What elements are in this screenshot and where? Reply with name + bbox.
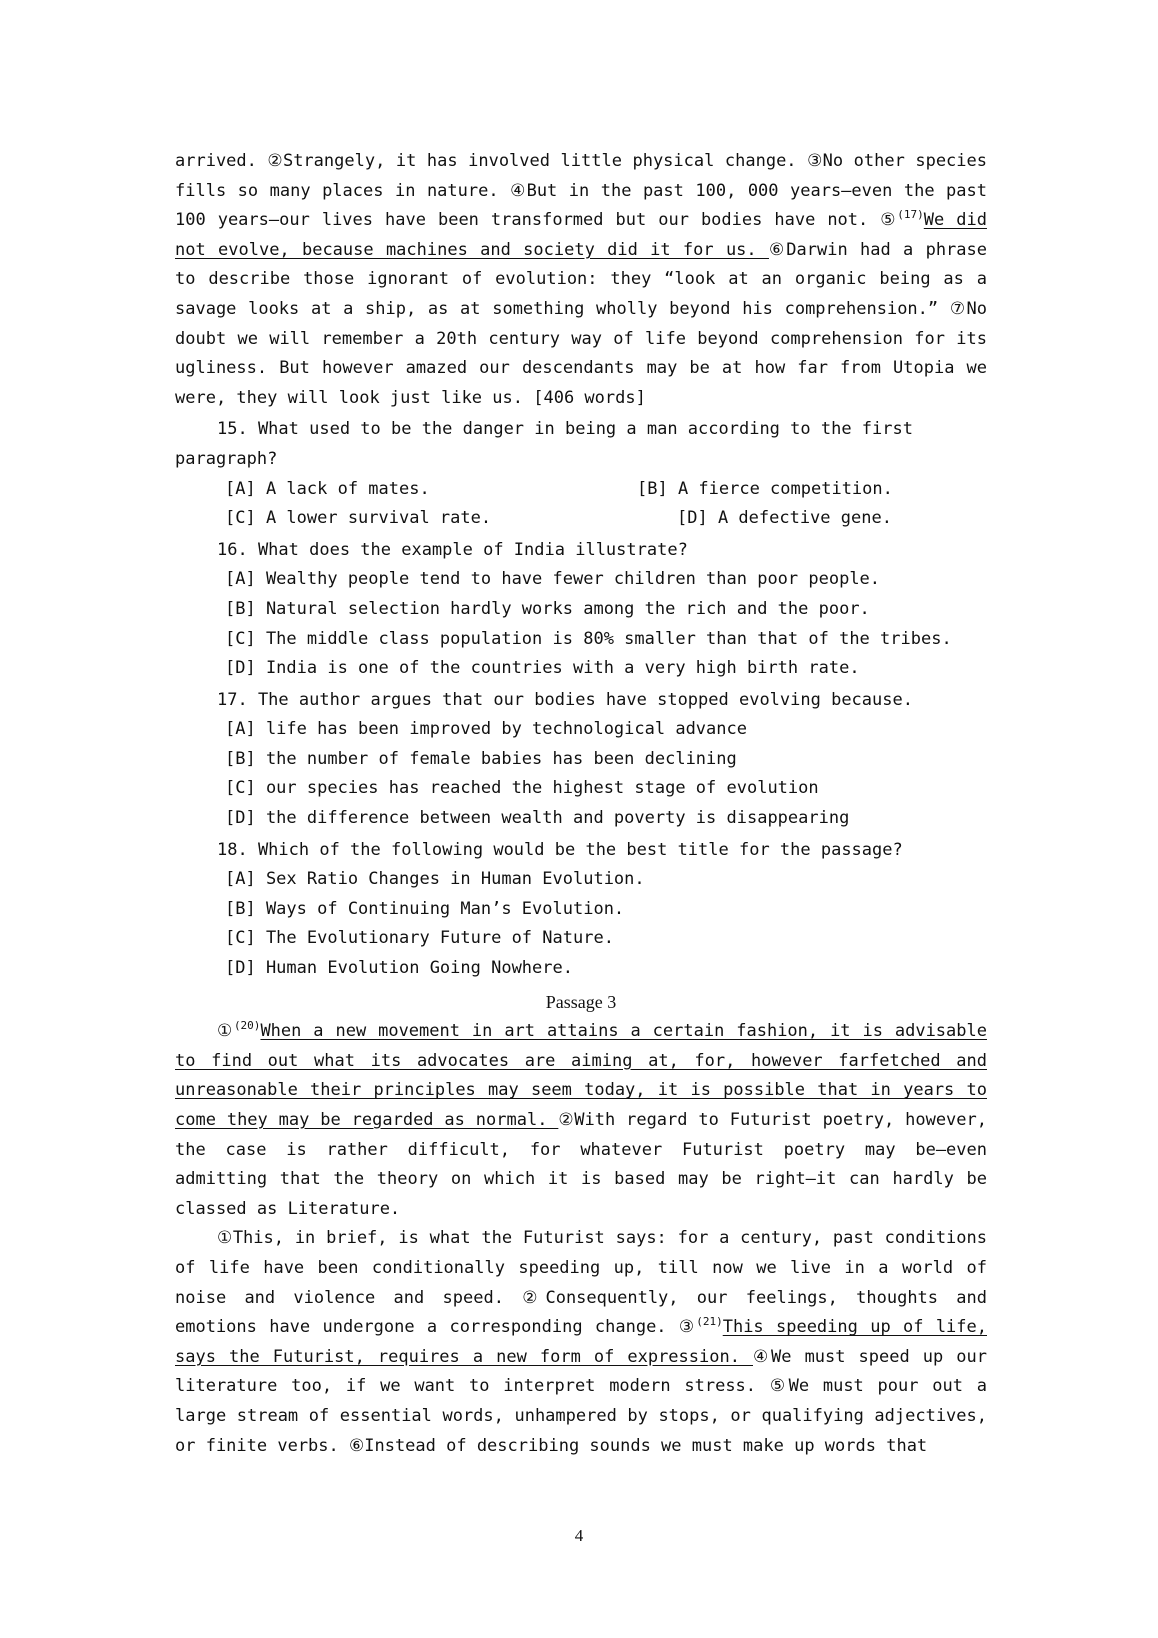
passage2-closing-paragraph [175,147,987,413]
sentence-7: ⑦No doubt we will remember a 20th century way of life beyond comprehension for its ugliness. But however amazed our descendants may be at how far from Utopia we were, they will look just like us. [175,298,987,408]
p1-sentence-1-number: ① [217,1021,234,1042]
passage3-paragraph-2 [175,1224,987,1461]
question-16-option-b: [B] Natural selection hardly works among the rich and the poor. [225,598,870,619]
question-15-options-row-1 [175,475,987,505]
question-15-stem: 15. What used to be the danger in being a man according to the first paragraph? [175,419,913,469]
question-18-stem: 18. Which of the following would be the best title for the passage? [217,839,903,860]
question-15-options-row-2 [175,504,987,534]
question-17-option-a: [A] life has been improved by technological advance [225,719,747,740]
question-17-option-b: [B] the number of female babies has been declining [225,748,737,769]
underlined-sentence-20: When a new movement in art attains a certain fashion, it is advisable to find out what its advocates are aiming at, for, however farfetched and unreasonable their principles may seem today, it is possible that in years to come they may be regarded as normal. [175,1021,987,1130]
p2-sentence-3-number: ③ [678,1317,697,1338]
question-15-option-d: [D] A defective gene. [677,508,892,529]
question-16-option-c: [C] The middle class population is 80% smaller than that of the tribes. [225,628,952,649]
question-15-option-c: [C] A lower survival rate. [225,508,492,529]
question-17-option-d: [D] the difference between wealth and poverty is disappearing [225,808,850,829]
reference-mark-17: (17) [897,208,924,222]
p2-sentence-4: ④We must speed up our literature too, if we want to interpret modern stress. [175,1346,987,1397]
underlined-sentence-17: We did not evolve, because machines and society did it for us. [175,210,987,260]
sentence-5-number: ⑤ [880,210,898,231]
p1-sentence-2: ②With regard to Futurist poetry, however, the case is rather difficult, for whatever Futurist poetry may be—even admitting that the theory on which it is based may be right—it can hardly be classed as Literature. [175,1110,987,1219]
question-18-option-d: [D] Human Evolution Going Nowhere. [225,958,573,979]
underlined-sentence-21: This speeding up of life, says the Futurist, requires a new form of expression. [175,1317,987,1367]
question-18-option-b: [B] Ways of Continuing Man’s Evolution. [225,898,625,919]
question-18-option-c: [C] The Evolutionary Future of Nature. [225,928,614,949]
passage-3-title: Passage 3 [545,991,617,1012]
reference-mark-20: (20) [233,1019,261,1033]
question-15-option-b: [B] A fierce competition. [637,478,893,499]
question-15-option-a: [A] A lack of mates. [225,478,430,499]
question-16-stem: 16. What does the example of India illustrate? [217,539,688,560]
p2-sentence-5: ⑤We must pour out a large stream of essential words, unhampered by stops, or qualifying adjectives, or finite verbs. [175,1376,987,1456]
passage3-paragraph-1 [175,1017,987,1224]
question-17-option-c: [C] our species has reached the highest stage of evolution [225,778,819,799]
question-16-option-a: [A] Wealthy people tend to have fewer children than poor people. [225,569,881,590]
p2-sentence-2: ②Consequently, our feelings, thoughts and emotions have undergone a corresponding change. [175,1287,987,1338]
question-17-stem: 17. The author argues that our bodies have stopped evolving because. [217,689,913,710]
question-18-option-a: [A] Sex Ratio Changes in Human Evolution. [225,869,645,890]
p2-sentence-6: ⑥Instead of describing sounds we must make up words that [349,1435,928,1456]
sentence-3: ③No other species fills so many places in nature. [175,151,987,201]
text-block [175,147,987,1461]
reference-mark-21: (21) [696,1315,723,1329]
sentence-6: ⑥Darwin had a phrase to describe those ignorant of evolution: they “look at an organic being as a savage looks at a ship, as at something wholly beyond his comprehension.” [175,239,987,319]
sentence-4: ④But in the past 100, 000 years—even the past 100 years—our lives have been transformed but our bodies have not. [175,180,987,231]
page-number: 4 [574,1526,584,1545]
sentence-1: arrived. [175,151,268,171]
sentence-2: ②Strangely, it has involved little physical change. [267,151,808,171]
p2-sentence-1: ①This, in brief, is what the Futurist says: for a century, past conditions of life have been conditionally speeding up, till now we live in a world of noise and violence and speed. [175,1228,987,1308]
word-count: [406 words] [533,387,646,408]
question-16-option-d: [D] India is one of the countries with a very high birth rate. [225,658,860,679]
